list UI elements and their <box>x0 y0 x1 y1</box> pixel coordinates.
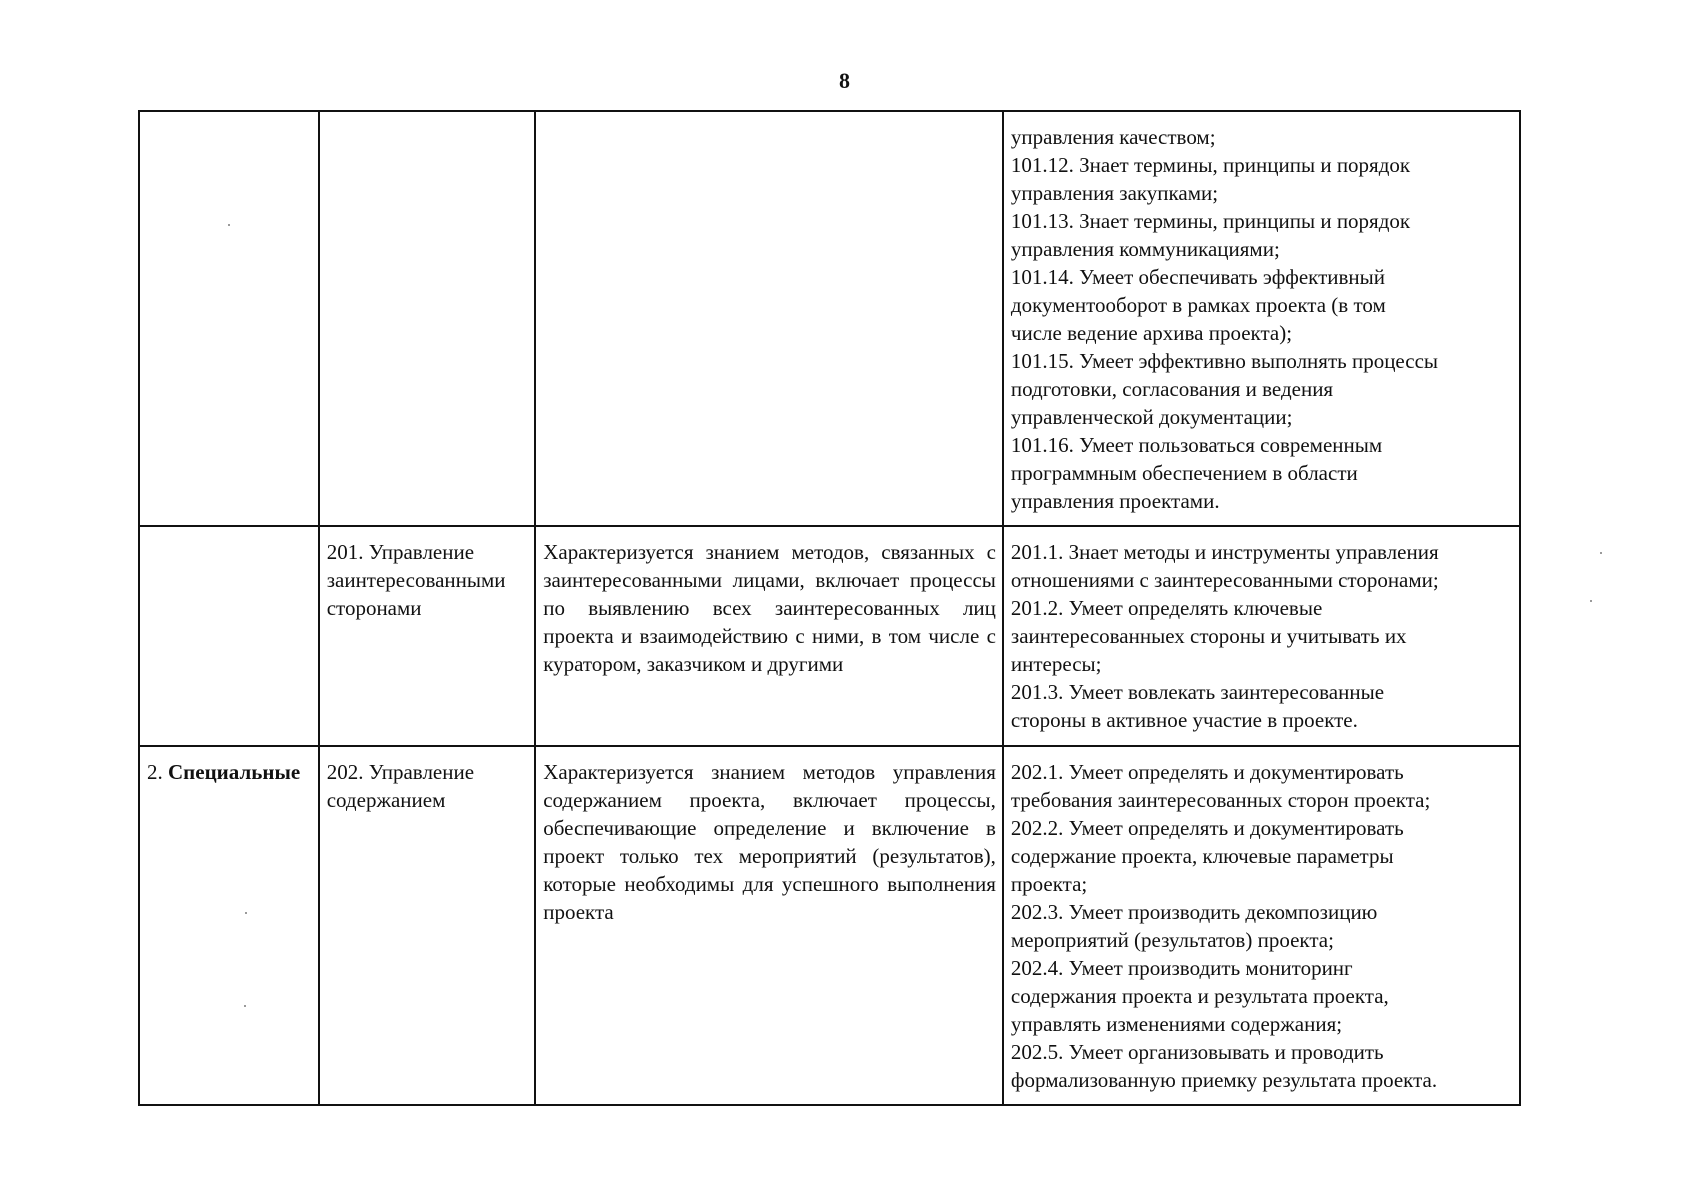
indicator-line: подготовки, согласования и ведения <box>1010 377 1334 401</box>
indicator-line: 101.15. Умеет эффективно выполнять процессы <box>1010 349 1439 373</box>
indicator-line: 101.16. Умеет пользоваться современным <box>1010 433 1383 457</box>
indicator-line: 202.1. Умеет определять и документировать <box>1010 760 1404 784</box>
indicator-line: мероприятий (результатов) проекта; <box>1010 928 1334 952</box>
competency-line: 201. Управление <box>326 540 475 564</box>
scan-speck <box>1600 552 1602 554</box>
table-row <box>139 746 1520 1105</box>
competency-line: содержанием <box>326 788 446 812</box>
indicator-line: управления закупками; <box>1010 181 1219 205</box>
competency-cell <box>319 526 536 746</box>
indicator-line: управления коммуникациями; <box>1010 237 1280 261</box>
indicator-line: управления качеством; <box>1010 125 1216 149</box>
competency-line: сторонами <box>326 596 422 620</box>
indicator-line: 202.4. Умеет производить мониторинг <box>1010 956 1353 980</box>
scan-speck <box>1590 600 1592 602</box>
indicator-line: 202.5. Умеет организовывать и проводить <box>1010 1040 1384 1064</box>
indicators-cell <box>1003 111 1520 526</box>
indicator-line: содержания проекта и результата проекта, <box>1010 984 1389 1008</box>
indicators-cell <box>1003 526 1520 746</box>
indicator-line: заинтересованныех стороны и учитывать их <box>1010 624 1407 648</box>
indicator-line: содержание проекта, ключевые параметры <box>1010 844 1394 868</box>
indicator-line: требования заинтересованных сторон проекта; <box>1010 788 1431 812</box>
table-row <box>139 526 1520 746</box>
indicator-line: 101.12. Знает термины, принципы и порядок <box>1010 153 1411 177</box>
indicator-line: проекта; <box>1010 872 1088 896</box>
indicator-line: 201.1. Знает методы и инструменты управления <box>1010 540 1439 564</box>
indicator-line: документооборот в рамках проекта (в том <box>1010 293 1386 317</box>
description-cell <box>535 111 1003 526</box>
indicator-line: управлять изменениями содержания; <box>1010 1012 1343 1036</box>
indicator-line: стороны в активное участие в проекте. <box>1010 708 1358 732</box>
indicator-line: интересы; <box>1010 652 1102 676</box>
indicator-line: 201.3. Умеет вовлекать заинтересованные <box>1010 680 1385 704</box>
table-row <box>139 111 1520 526</box>
indicator-line: числе ведение архива проекта); <box>1010 321 1293 345</box>
group-cell <box>139 526 319 746</box>
group-cell <box>139 746 319 1105</box>
indicators-cell <box>1003 746 1520 1105</box>
indicator-line: 101.13. Знает термины, принципы и порядок <box>1010 209 1411 233</box>
indicator-line: 202.2. Умеет определять и документировать <box>1010 816 1404 840</box>
description-cell: Характеризуется знанием методов управления содержанием проекта, включает процессы, обеспечивающие определение и включение в проект только тех мероприятий (результатов), которые необходимы для успешного выполнения проекта <box>535 746 1003 1105</box>
competency-cell <box>319 746 536 1105</box>
indicator-line: управленческой документации; <box>1010 405 1293 429</box>
group-number: 2. <box>147 760 163 784</box>
scan-speck <box>245 912 247 914</box>
competency-line: 202. Управление <box>326 760 475 784</box>
group-cell <box>139 111 319 526</box>
indicator-line: 202.3. Умеет производить декомпозицию <box>1010 900 1378 924</box>
scan-speck <box>228 224 230 226</box>
indicator-line: управления проектами. <box>1010 489 1220 513</box>
group-title: Специальные <box>168 760 301 784</box>
indicator-line: 201.2. Умеет определять ключевые <box>1010 596 1323 620</box>
indicator-line: отношениями с заинтересованными сторонами; <box>1010 568 1439 592</box>
scan-speck <box>244 1005 246 1007</box>
indicator-line: формализованную приемку результата проекта. <box>1010 1068 1438 1092</box>
description-cell: Характеризуется знанием методов, связанных с заинтересованными лицами, включает процессы по выявлению всех заинтересованных лиц проекта и взаимодействию с ними, в том числе с куратором, заказчиком и другими <box>535 526 1003 746</box>
competency-line: заинтересованными <box>326 568 506 592</box>
competency-cell <box>319 111 536 526</box>
indicator-line: 101.14. Умеет обеспечивать эффективный <box>1010 265 1386 289</box>
competency-table <box>138 110 1521 1106</box>
indicator-line: программным обеспечением в области <box>1010 461 1358 485</box>
page-number: 8 <box>839 68 850 93</box>
